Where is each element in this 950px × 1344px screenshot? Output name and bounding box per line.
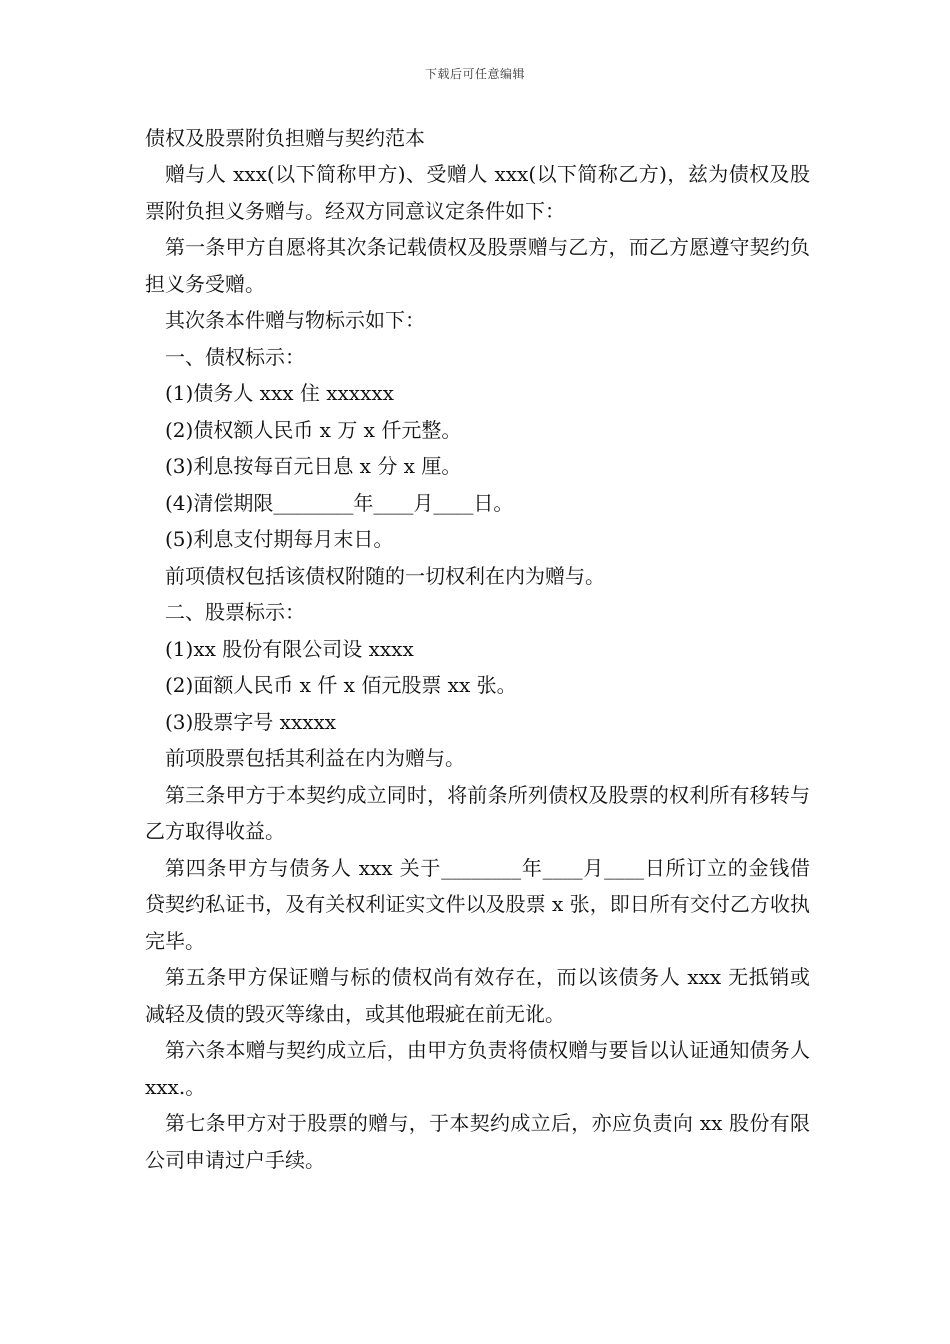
paragraph-article-1: 第一条甲方自愿将其次条记载债权及股票赠与乙方，而乙方愿遵守契约负担义务受赠。 [145,235,810,296]
paragraph-debt-item-3: (3)利息按每百元日息 x 分 x 厘。 [165,454,462,478]
paragraph-donor-intro: 赠与人 xxx(以下简称甲方)、受赠人 xxx(以下简称乙方)，兹为债权及股票附负担义务赠与。经双方同意议定条件如下： [145,162,810,223]
header-note: 下载后可任意编辑 [424,67,525,81]
paragraph-stock-item-3: (3)股票字号 xxxxx [165,709,337,734]
paragraph-debt-item-1: (1)债务人 xxx 住 xxxxxx [165,381,394,405]
paragraph-stock-item-2: (2)面额人民币 x 仟 x 佰元股票 xx 张。 [165,673,517,697]
paragraph-stock-summary: 前项股票包括其利益在内为赠与。 [165,746,465,770]
paragraph-stock-item-1: (1)xx 股份有限公司设 xxxx [165,636,414,661]
paragraph-article-4: 第四条甲方与债务人 xxx 关于________年____月____日所订立的金钱借贷契约私证书，及有关权利证实文件以及股票 x 张，即日所有交付乙方收执完毕。 [145,855,810,953]
paragraph-debt-item-2: (2)债权额人民币 x 万 x 仟元整。 [165,417,462,442]
document-title: 债权及股票附负担赠与契约范本 [145,126,425,150]
document-body [145,120,810,1178]
paragraph-article-6: 第六条本赠与契约成立后，由甲方负责将债权赠与要旨以认证通知债务人 xxx.。 [145,1038,810,1099]
paragraph-article-5: 第五条甲方保证赠与标的债权尚有效存在，而以该债务人 xxx 无抵销或减轻及债的毁灭等缘由，或其他瑕疵在前无讹。 [145,965,810,1026]
paragraph-article-2: 其次条本件赠与物标示如下： [165,308,425,332]
paragraph-article-3: 第三条甲方于本契约成立同时，将前条所列债权及股票的权利所有移转与乙方取得收益。 [145,782,810,843]
paragraph-stock-heading: 二、股票标示： [165,600,305,624]
paragraph-debt-summary: 前项债权包括该债权附随的一切权利在内为赠与。 [165,563,605,588]
paragraph-debt-heading: 一、债权标示： [165,344,305,369]
paragraph-debt-item-5: (5)利息支付期每月末日。 [165,527,394,551]
paragraph-article-7: 第七条甲方对于股票的赠与，于本契约成立后，亦应负责向 xx 股份有限公司申请过户手续。 [145,1111,810,1172]
paragraph-debt-item-4: (4)清偿期限________年____月____日。 [165,490,514,515]
